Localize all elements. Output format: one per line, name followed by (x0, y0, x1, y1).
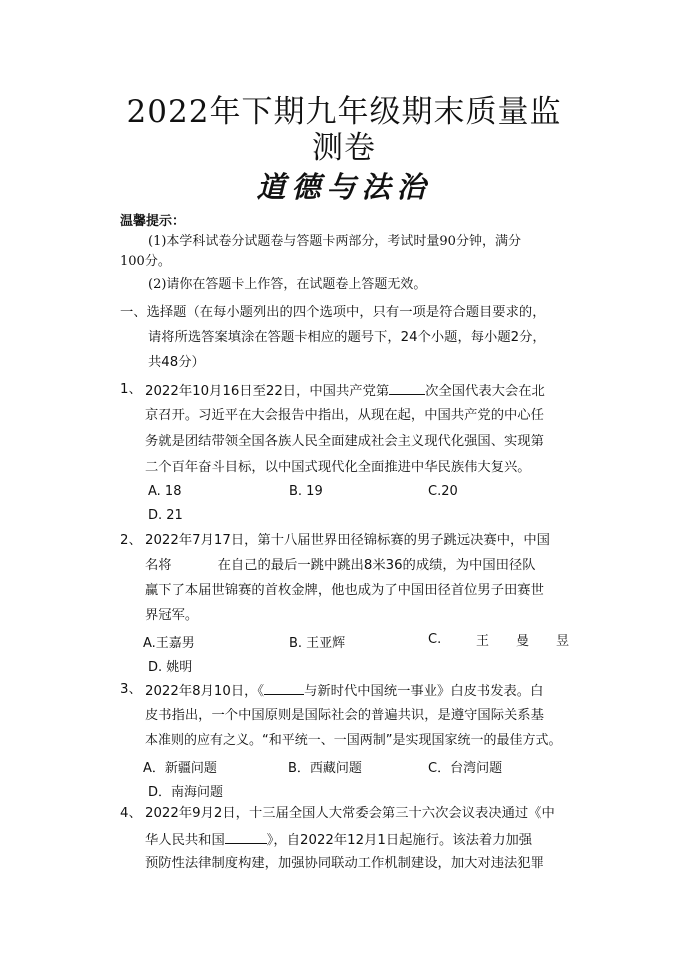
exam-title-line1: 2022年下期九年级期末质量监 (126, 94, 562, 130)
hints-title: 温馨提示： (120, 214, 186, 229)
answer-blank (225, 831, 267, 844)
question-text-part: 与新时代中国统一事业》白皮书发表。白 (304, 684, 544, 699)
question-number: 4、 (120, 806, 142, 821)
option-c: C. (428, 632, 442, 647)
question-text-line: 预防性法律制度构建，加强协同联动工作机制建设，加大对违法犯罪 (145, 856, 544, 871)
question-text (145, 831, 532, 849)
question-text (145, 682, 543, 700)
section1-line1: 一、选择题（在每小题列出的四个选项中，只有一项是符合题目要求的， (120, 305, 546, 320)
option-c-char: 昱 (556, 634, 570, 649)
question-text-line: 本准则的应有之义。“和平统一、一国两制”是实现国家统一的最佳方式。 (145, 733, 562, 748)
question-text-part: 》，自2022年12月1日起施行。该法着力加强 (266, 833, 533, 848)
question-text-line: 赢下了本届世锦赛的首枚金牌，他也成为了中国田径首位男子田赛世 (145, 583, 544, 598)
question-text-line: 皮书指出，一个中国原则是国际社会的普遍共识，是遵守国际关系基 (145, 708, 544, 723)
question-text-line: 2022年9月2日，十三届全国人大常委会第三十六次会议表决通过《中 (145, 806, 555, 821)
hint-line1: (1)本学科试卷分试题卷与答题卡两部分，考试时量90分钟，满分 (148, 234, 521, 249)
question-text-line: 2022年7月17日，第十八届世界田径锦标赛的男子跳远决赛中，中国 (145, 533, 550, 548)
option-c-char: 曼 (516, 634, 530, 649)
hint-line1-cont: 100分。 (120, 254, 171, 269)
question-text-line: 二个百年奋斗目标，以中国式现代化全面推进中华民族伟大复兴。 (145, 460, 531, 475)
exam-title-line2: 测卷 (312, 130, 376, 166)
option-d: D. 姚明 (148, 660, 193, 675)
question-number: 3、 (120, 682, 142, 697)
question-text-line: 界冠军。 (145, 608, 199, 623)
question-text-part: 名将 (145, 558, 172, 573)
question-text-part: 在自己的最后一跳中跳出8米36的成绩，为中国田径队 (217, 558, 536, 573)
question-text (145, 382, 545, 400)
option-c-char: 王 (476, 634, 490, 649)
question-number: 2、 (120, 533, 142, 548)
hint-line2: (2)请你在答题卡上作答，在试题卷上答题无效。 (148, 277, 427, 292)
question-text-part: 次全国代表大会在北 (425, 384, 545, 399)
option-b: B. 19 (289, 484, 323, 499)
option-c: C．台湾问题 (428, 761, 503, 776)
option-c: C.20 (428, 484, 458, 499)
option-b: B．西藏问题 (288, 761, 362, 776)
subject-title: 道德与法治 (256, 170, 432, 204)
option-d: D．南海问题 (148, 785, 224, 800)
option-a: A.王嘉男 (143, 636, 195, 651)
option-b: B. 王亚辉 (289, 636, 346, 651)
question-text-line: 务就是团结带领全国各族人民全面建成社会主义现代化强国、实现第 (145, 434, 544, 449)
section1-line2: 请将所选答案填涂在答题卡相应的题号下，24个小题，每小题2分， (148, 330, 546, 345)
question-text-part: 2022年10月16日至22日，中国共产党第 (145, 384, 390, 399)
answer-blank (389, 382, 425, 395)
option-d: D. 21 (148, 508, 183, 523)
answer-blank (264, 682, 304, 695)
question-text-part: 华人民共和国 (145, 833, 225, 848)
question-number: 1、 (120, 382, 142, 397)
question-text-part: 2022年8月10日，《 (145, 684, 265, 699)
question-text-line: 京召开。习近平在大会报告中指出，从现在起，中国共产党的中心任 (145, 408, 544, 423)
option-a: A．新疆问题 (143, 761, 217, 776)
option-a: A. 18 (148, 484, 182, 499)
section1-line3: 共48分） (148, 355, 205, 370)
question-text (145, 558, 536, 574)
